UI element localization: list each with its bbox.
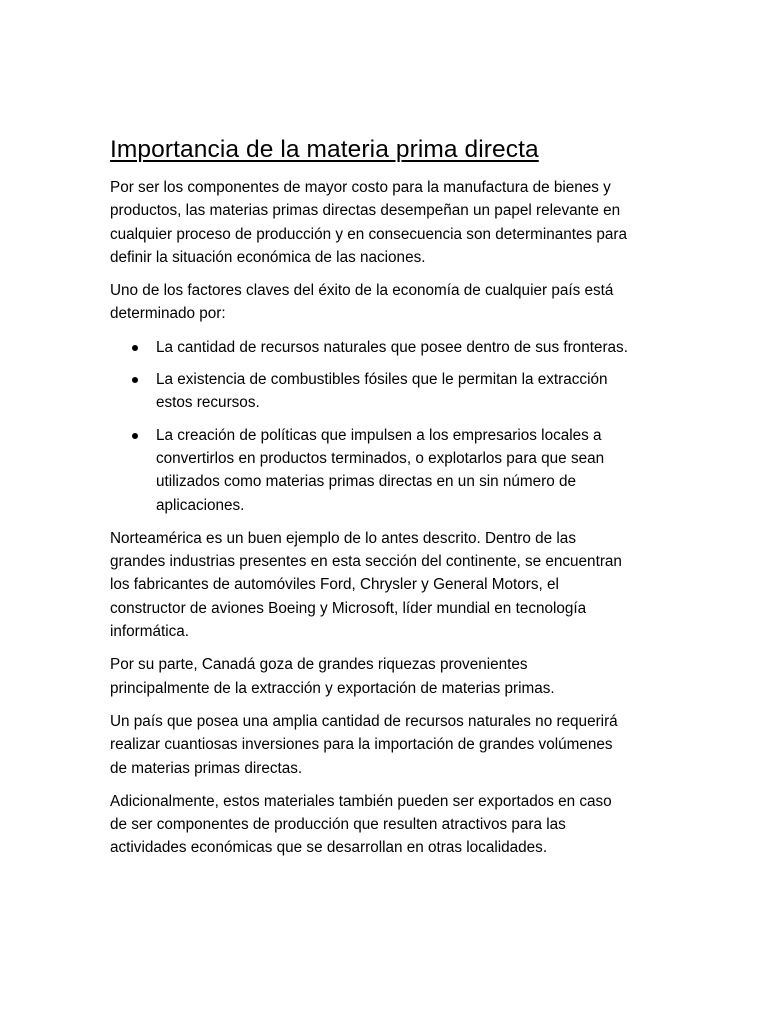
bullet-icon (132, 433, 138, 439)
list-item (110, 424, 630, 517)
bullet-icon (132, 377, 138, 383)
list-item (110, 368, 630, 415)
document-page (110, 135, 630, 870)
paragraph-resources: Un país que posea una amplia cantidad de recursos naturales no requerirá realizar cuantiosas inversiones para la importación de grandes volúmenes de materias primas directas. (110, 712, 618, 777)
paragraph-north-america: Norteamérica es un buen ejemplo de lo antes descrito. Dentro de las grandes industrias presentes en esta sección del continente, se encuentran los fabricantes de automóviles Ford, Chrysler y General Motors, el constructor de aviones Boeing y Microsoft, líder mundial en tecnología informática. (110, 529, 622, 641)
document-title: Importancia de la materia prima directa (110, 136, 539, 163)
list-item-text: La cantidad de recursos naturales que posee dentro de sus fronteras. (156, 338, 628, 356)
paragraph-intro: Por ser los componentes de mayor costo para la manufactura de bienes y productos, las materias primas directas desempeñan un papel relevante en cualquier proceso de producción y en consecuencia son determinantes para definir la situación económica de las naciones. (110, 179, 628, 266)
paragraph-canada: Por su parte, Canadá goza de grandes riquezas provenientes principalmente de la extracción y exportación de materias primas. (110, 656, 555, 697)
paragraph-export: Adicionalmente, estos materiales también pueden ser exportados en caso de ser componentes de producción que resulten atractivos para las actividades económicas que se desarrollan en otras localidades. (110, 792, 612, 857)
list-item (110, 336, 630, 359)
bullet-icon (132, 345, 138, 351)
paragraph-factors: Uno de los factores claves del éxito de la economía de cualquier país está determinado por: (110, 282, 614, 323)
list-item-text: La creación de políticas que impulsen a los empresarios locales a convertirlos en productos terminados, o explotarlos para que sean utilizados como materias primas directas en un sin número de aplicaciones. (156, 426, 605, 514)
factors-list (110, 336, 630, 517)
list-item-text: La existencia de combustibles fósiles que le permitan la extracción estos recursos. (156, 371, 608, 412)
